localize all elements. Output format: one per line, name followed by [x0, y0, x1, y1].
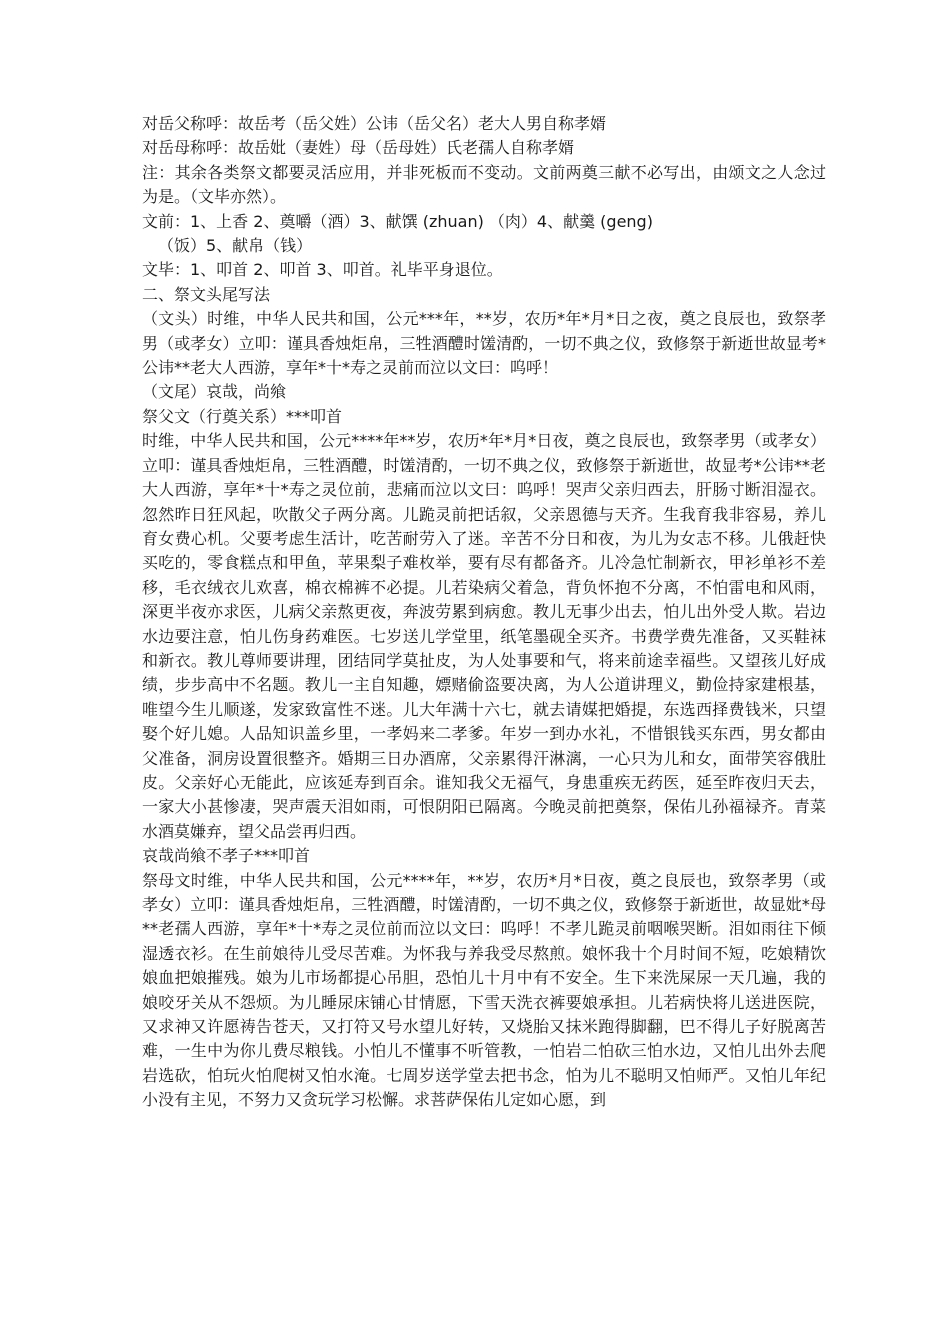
- paragraph-father-eulogy-closing: 哀哉尚飨不孝子***叩首: [142, 846, 311, 866]
- paragraph-mother-eulogy: 祭母文时维，中华人民共和国，公元****年，**岁，农历*月*日夜，奠之良辰也，致祭孝男（或孝女）立叩：谨具香烛炬帛，三牲酒醴，时馐清酌，一切不典之仪，致修祭于新逝世，故显妣*母**老孺人西游，享年*十*寿之灵位前而泣以文曰：呜呼！不孝儿跪灵前咽喉哭断。泪如雨往下倾湿透衣衫。在生前娘待儿受尽苦难。为怀我与养我受尽熬煎。娘怀我十个月时间不短，吃娘精饮娘血把娘摧残。娘为儿市场都提心吊胆，恐怕儿十月中有不安全。生下来洗屎尿一天几遍，我的娘咬牙关从不怨烦。为儿睡尿床铺心甘情愿，下雪天洗衣裤要娘承担。儿若病快将儿送进医院，又求神又许愿祷告苍天，又打符又号水望儿好转，又烧胎又抹米跑得脚翻，巴不得儿子好脱离苦难，一生中为你儿费尽粮钱。小怕儿不懂事不听管教，一怕岩二怕砍三怕水边，又怕儿出外去爬岩选砍，怕玩火怕爬树又怕水淹。七周岁送学堂去把书念，怕为儿不聪明又怕师严。又怕儿年纪小没有主见，不努力又贪玩学习松懈。求菩萨保佑儿定如心愿，到: [142, 870, 826, 1110]
- document-page: [142, 112, 826, 1113]
- paragraph-opening-template: （文头）时维，中华人民共和国，公元***年，**岁，农历*年*月*日之夜，奠之良辰也，致祭孝男（或孝女）立叩：谨具香烛炬帛，三牲酒醴时馐清酌，一切不典之仪，致修祭于新逝世故显考*公讳**老大人西游，享年*十*寿之灵前而泣以文曰：呜呼！: [142, 309, 826, 378]
- paragraph-father-in-law-address: 对岳父称呼：故岳考（岳父姓）公讳（岳父名）老大人男自称孝婿: [142, 114, 607, 133]
- paragraph-mother-in-law-address: 对岳母称呼：故岳妣（妻姓）母（岳母姓）氏老孺人自称孝婿: [142, 138, 575, 158]
- paragraph-father-eulogy: 时维，中华人民共和国，公元****年**岁，农历*年*月*日夜，奠之良辰也，致祭孝男（或孝女）立叩：谨具香烛炬帛，三牲酒醴，时馐清酌，一切不典之仪，致修祭于新逝世，故显考*公讳**老大人西游，享年*十*寿之灵位前，悲痛而泣以文曰：呜呼！哭声父亲归西去，肝肠寸断泪湿衣。忽然昨日狂风起，吹散父子两分离。儿跪灵前把话叙，父亲恩德与天齐。生我育我非容易，养儿育女费心机。父要考虑生活计，吃苦耐劳入了迷。辛苦不分日和夜，为儿为女志不移。儿俄赶快买吃的，零食糕点和甲鱼，苹果梨子难枚举，要有尽有都备齐。儿冷急忙制新衣，甲衫单衫不差移，毛衣绒衣儿欢喜，棉衣棉裤不必提。儿若染病父着急，背负怀抱不分离，不怕雷电和风雨，深更半夜亦求医，儿病父亲熬更夜，奔波劳累到病愈。教儿无事少出去，怕儿出外受人欺。岩边水边要注意，怕儿伤身药难医。七岁送儿学堂里，纸笔墨砚全买齐。书费学费先准备，又买鞋袜和新衣。教儿尊师要讲理，团结同学莫扯皮，为人处事要和气，将来前途幸福些。又望孩儿好成绩，步步高中不名题。教儿一主自知趣，嫖赌偷盗要决离，为人公道讲理义，勤俭持家建根基，唯望今生儿顺遂，发家致富性不迷。儿大年满十六七，就去请媒把婚提，东选西择费钱米，只望娶个好儿媳。人品知识盖乡里，一孝妈来二孝爹。年岁一到办水礼，不惜银钱买东西，男女都由父准备，洞房设置很整齐。婚期三日办酒席，父亲累得汗淋漓，一心只为儿和女，面带笑容俄肚皮。父亲好心无能此，应该延寿到百余。谁知我父无福气，身患重疾无药医，延至昨夜归天去，一家大小甚惨凄，哭声震天泪如雨，可恨阴阳已隔离。今晚灵前把奠祭，保佑儿孙福禄齐。青菜水酒莫嫌弃，望父品尝再归西。: [142, 431, 826, 841]
- paragraph-pre-rites-continued: （饭）5、献帛（钱）: [158, 236, 313, 256]
- paragraph-pre-rites: 文前：1、上香 2、奠嚼（酒）3、献馔 (zhuan) （肉）4、献羹 (geng): [142, 211, 653, 231]
- section-heading: 二、祭文头尾写法: [142, 284, 271, 304]
- heading-father-eulogy: 祭父文（行奠关系）***叩首: [142, 406, 343, 426]
- paragraph-post-rites: 文毕：1、叩首 2、叩首 3、叩首。礼毕平身退位。: [142, 260, 503, 280]
- paragraph-note: 注：其余各类祭文都要灵活应用，并非死板而不变动。文前两奠三献不必写出，由颂文之人念过为是。（文毕亦然）。: [142, 162, 826, 207]
- paragraph-closing-template: （文尾）哀哉，尚飨: [142, 382, 287, 402]
